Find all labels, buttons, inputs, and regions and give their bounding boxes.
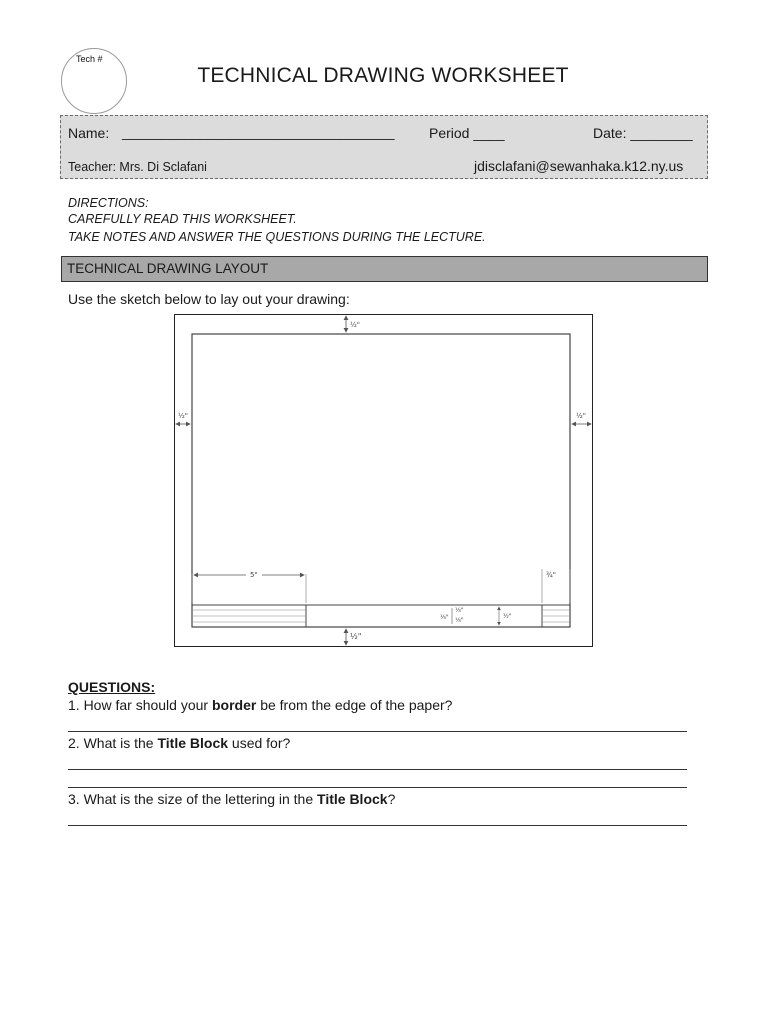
title-block-width-label: 5" xyxy=(250,571,258,579)
directions-line-1: CAREFULLY READ THIS WORKSHEET. xyxy=(68,212,297,226)
answer-3-line[interactable] xyxy=(68,825,687,826)
teacher-email: jdisclafani@sewanhaka.k12.ny.us xyxy=(474,158,684,174)
page-title: TECHNICAL DRAWING WORKSHEET xyxy=(197,64,569,87)
svg-text:⅛": ⅛" xyxy=(455,607,464,614)
svg-text:⅛": ⅛" xyxy=(455,617,464,624)
directions-heading: DIRECTIONS: xyxy=(68,196,149,210)
period-field[interactable]: Period ____ xyxy=(429,125,505,141)
name-label: Name: xyxy=(68,125,110,141)
right-block-label: ¾" xyxy=(546,571,557,579)
tech-number-label: Tech # xyxy=(76,54,103,64)
question-1: 1. How far should your border be from the edge of the paper? xyxy=(68,697,453,713)
answer-2-line-2[interactable] xyxy=(68,787,687,788)
paper-outline xyxy=(175,315,593,647)
section-title: TECHNICAL DRAWING LAYOUT xyxy=(67,261,269,276)
sketch-caption: Use the sketch below to lay out your drawing: xyxy=(68,291,350,307)
date-field[interactable]: Date: ________ xyxy=(593,125,693,141)
top-margin-label: ½" xyxy=(350,321,361,329)
svg-text:⅛": ⅛" xyxy=(440,614,449,621)
svg-text:½": ½" xyxy=(503,613,512,620)
directions-line-2: TAKE NOTES AND ANSWER THE QUESTIONS DURING THE LECTURE. xyxy=(68,230,486,244)
question-3: 3. What is the size of the lettering in the Title Block? xyxy=(68,791,396,807)
question-2: 2. What is the Title Block used for? xyxy=(68,735,291,751)
layout-sketch xyxy=(174,314,594,648)
name-field[interactable]: ___________________________________ xyxy=(122,124,395,140)
section-header xyxy=(61,256,708,282)
questions-heading: QUESTIONS: xyxy=(68,679,156,695)
teacher-name: Teacher: Mrs. Di Sclafani xyxy=(68,160,207,174)
bottom-margin-label: ½" xyxy=(350,632,362,641)
answer-1-line[interactable] xyxy=(68,731,687,732)
right-margin-label: ½" xyxy=(576,412,587,420)
left-margin-label: ½" xyxy=(178,412,189,420)
answer-2-line-1[interactable] xyxy=(68,769,687,770)
